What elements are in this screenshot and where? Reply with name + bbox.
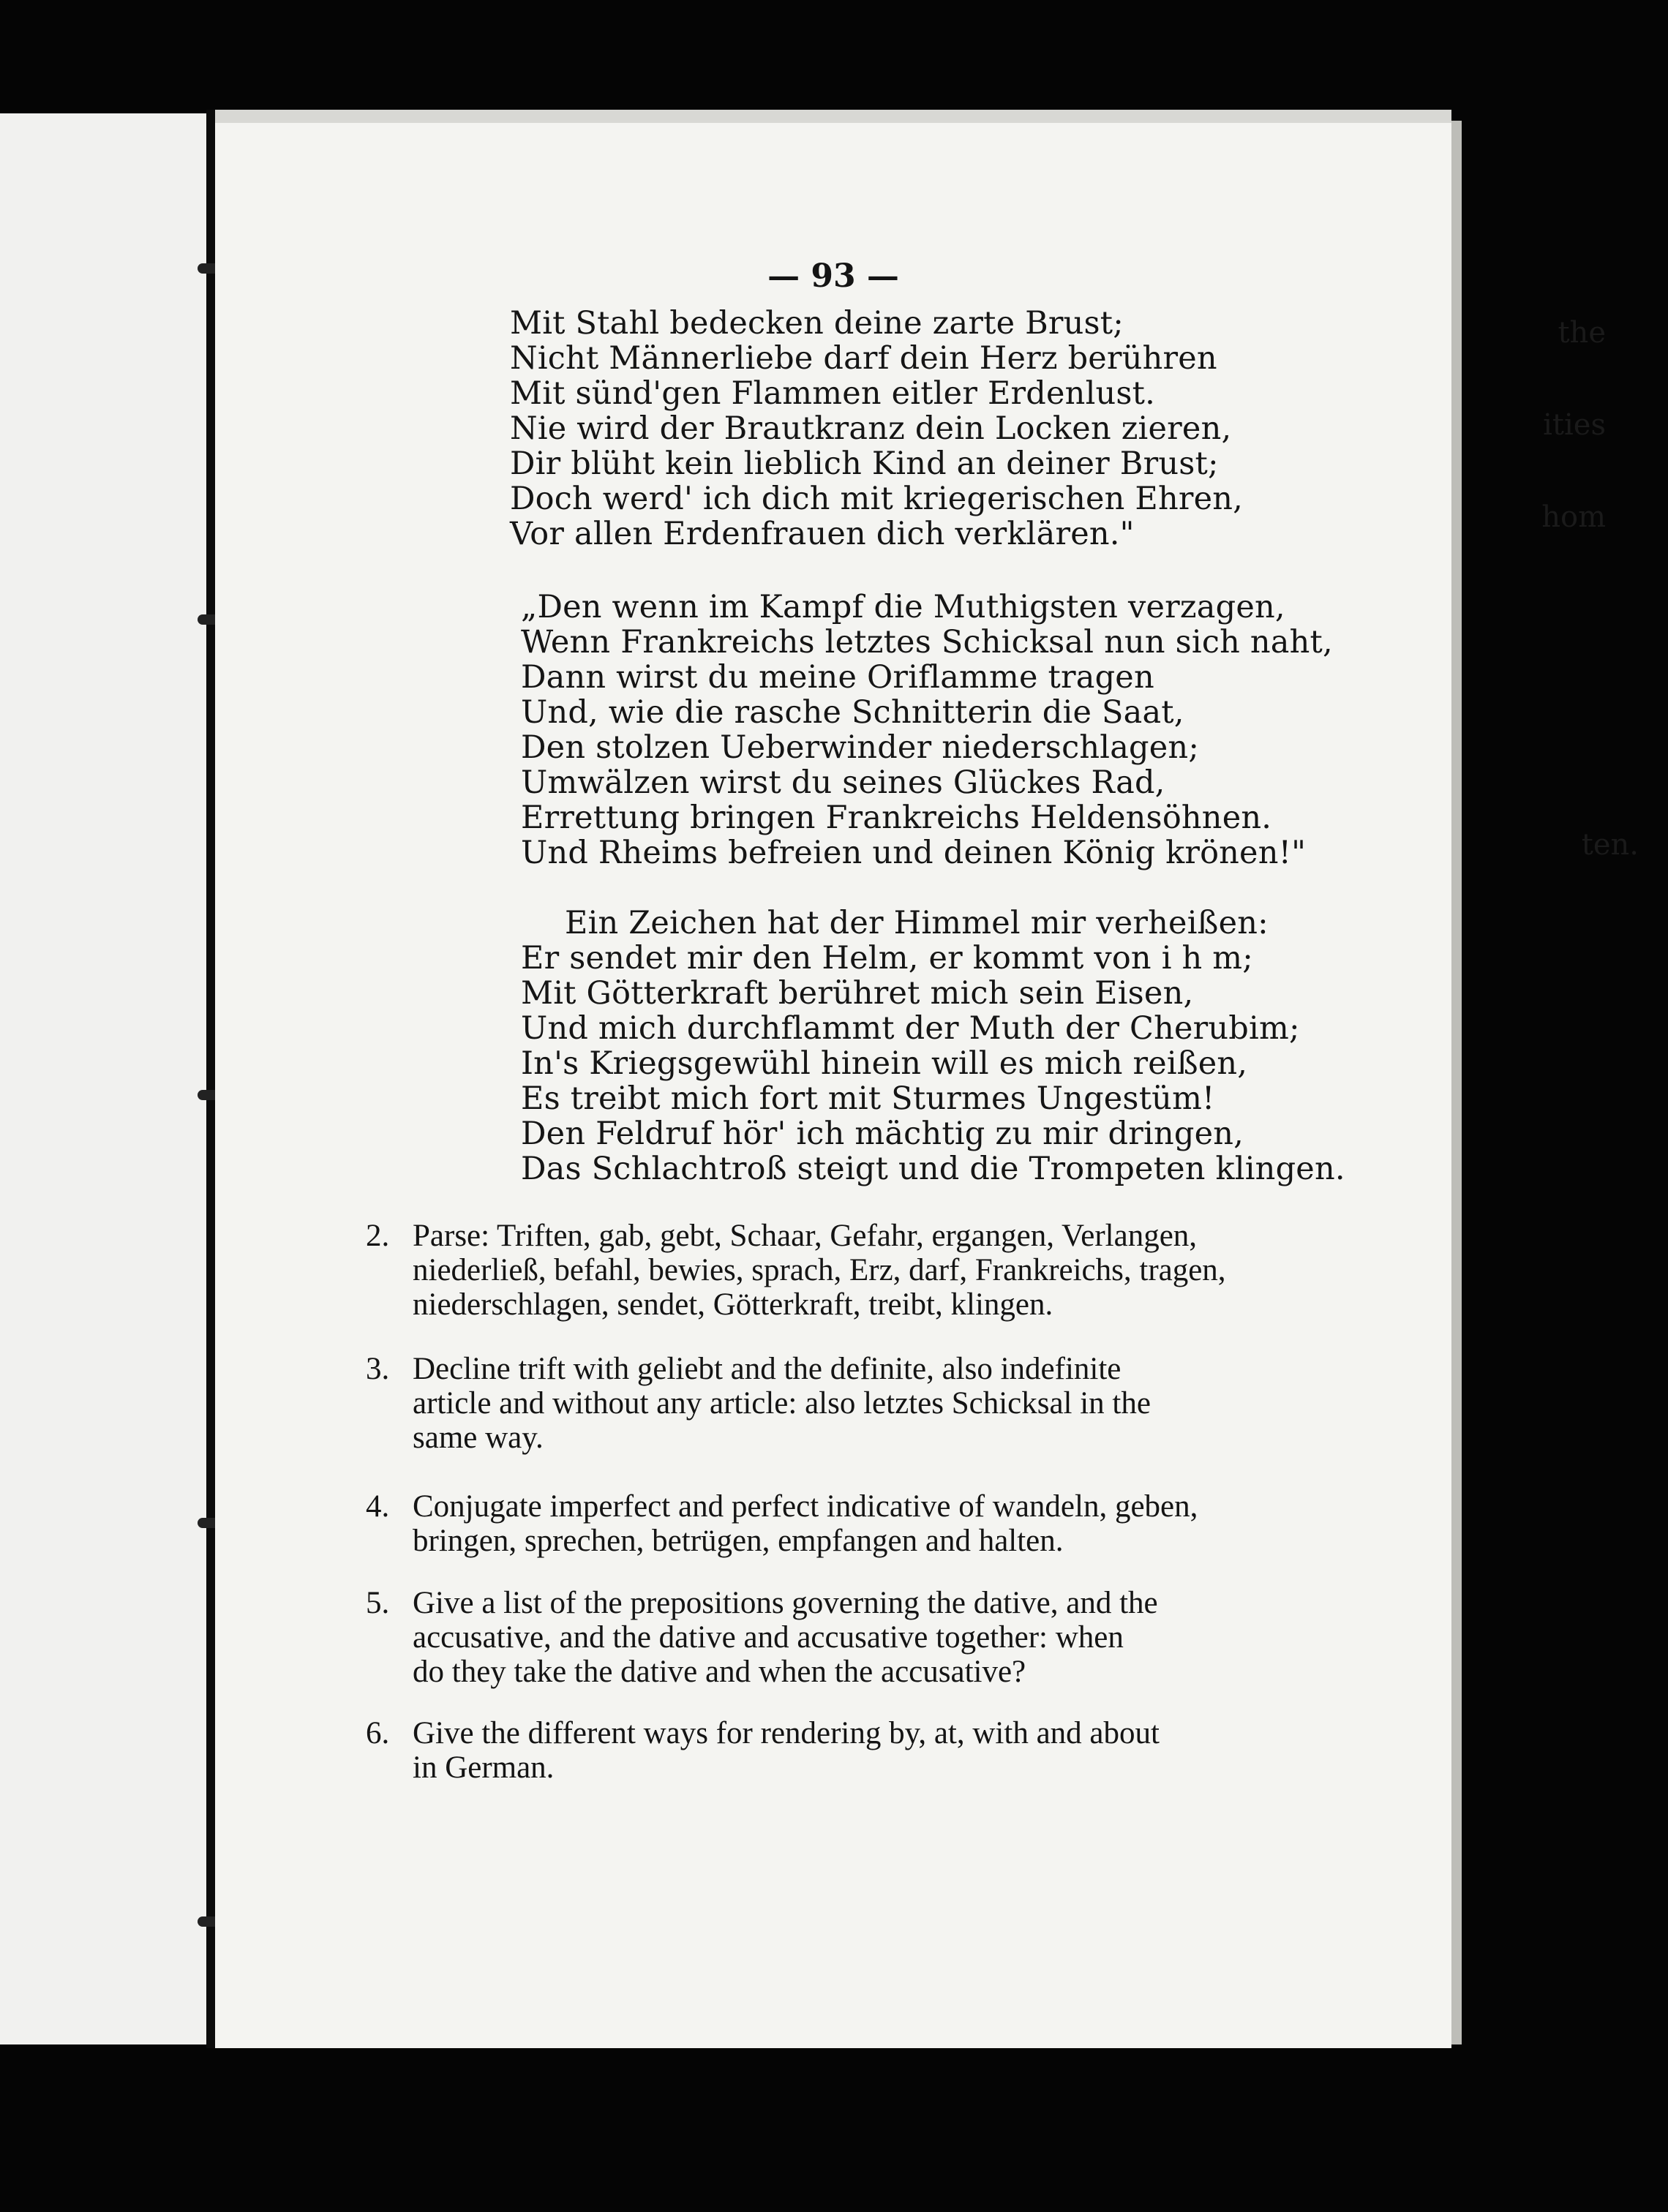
poem-line: In's Kriegsgewühl hinein will es mich reißen,	[521, 1045, 1248, 1082]
poem-line: Den stolzen Ueberwinder niederschlagen;	[521, 729, 1200, 766]
poem-line: Nicht Männerliebe darf dein Herz berühren	[510, 340, 1217, 377]
left-facing-page	[0, 113, 206, 2044]
poem-stanza-3	[521, 906, 1345, 1186]
poem-line: Und mich durchflammt der Muth der Cherubim;	[521, 1010, 1300, 1047]
left-fragment-2: ities	[1543, 408, 1606, 442]
poem-line: Das Schlachtroß steigt und die Trompeten klingen.	[521, 1151, 1345, 1187]
question-4	[366, 1489, 1310, 1558]
question-number: 5.	[366, 1586, 390, 1620]
question-line: same way.	[413, 1421, 544, 1455]
question-line: Give the different ways for rendering by, at, with and about	[413, 1716, 1160, 1750]
question-3	[366, 1352, 1310, 1455]
question-6	[366, 1716, 1310, 1785]
poem-stanza-1	[510, 306, 1243, 552]
question-text	[413, 1586, 1310, 1689]
left-fragment-4: ten.	[1581, 828, 1639, 862]
question-text	[413, 1716, 1310, 1785]
poem-line: Und, wie die rasche Schnitterin die Saat,	[521, 694, 1184, 731]
book-gutter	[206, 110, 215, 2048]
poem-line: Mit Stahl bedecken deine zarte Brust;	[510, 305, 1124, 342]
question-text	[413, 1489, 1310, 1558]
question-number: 2.	[366, 1219, 390, 1253]
question-2	[366, 1219, 1310, 1322]
question-line: Give a list of the prepositions governing the dative, and the	[413, 1586, 1158, 1620]
question-line: do they take the dative and when the accusative?	[413, 1655, 1026, 1689]
page-top-shadow	[215, 110, 1451, 123]
poem-stanza-2	[521, 590, 1333, 870]
question-line: bringen, sprechen, betrügen, empfangen and halten.	[413, 1524, 1064, 1558]
question-line: niederschlagen, sendet, Götterkraft, treibt, klingen.	[413, 1287, 1053, 1322]
question-number: 4.	[366, 1489, 390, 1524]
left-fragment-1: the	[1558, 316, 1606, 350]
poem-line: Den Feldruf hör' ich mächtig zu mir dringen,	[521, 1116, 1244, 1152]
poem-line: Mit sünd'gen Flammen eitler Erdenlust.	[510, 375, 1156, 412]
question-line: in German.	[413, 1750, 555, 1785]
question-number: 3.	[366, 1352, 390, 1386]
poem-line: Errettung bringen Frankreichs Heldensöhnen.	[521, 800, 1272, 836]
question-line: niederließ, befahl, bewies, sprach, Erz, darf, Frankreichs, tragen,	[413, 1253, 1226, 1287]
poem-line: Es treibt mich fort mit Sturmes Ungestüm!	[521, 1080, 1215, 1117]
poem-line: Ein Zeichen hat der Himmel mir verheißen:	[565, 905, 1269, 941]
question-line: Decline trift with geliebt and the definite, also indefinite	[413, 1352, 1122, 1386]
question-text	[413, 1352, 1310, 1455]
poem-line: Umwälzen wirst du seines Glückes Rad,	[521, 764, 1165, 801]
poem-line: Er sendet mir den Helm, er kommt von i h m;	[521, 940, 1253, 977]
question-line: Parse: Triften, gab, gebt, Schaar, Gefahr, ergangen, Verlangen,	[413, 1219, 1198, 1253]
question-number: 6.	[366, 1716, 390, 1750]
question-text	[413, 1219, 1310, 1322]
page-edge	[1451, 121, 1462, 2044]
question-line: article and without any article: also letztes Schicksal in the	[413, 1386, 1151, 1421]
page-number: — 93 —	[767, 257, 899, 295]
poem-line: Mit Götterkraft berühret mich sein Eisen,	[521, 975, 1194, 1012]
poem-line: Dann wirst du meine Oriflamme tragen	[521, 659, 1154, 696]
poem-line: Wenn Frankreichs letztes Schicksal nun sich naht,	[521, 624, 1333, 661]
question-line: accusative, and the dative and accusative together: when	[413, 1620, 1124, 1655]
poem-line: Und Rheims befreien und deinen König krönen!"	[521, 835, 1307, 871]
poem-line: „Den wenn im Kampf die Muthigsten verzagen,	[521, 589, 1285, 625]
left-fragment-3: hom	[1541, 500, 1606, 534]
poem-line: Dir blüht kein lieblich Kind an deiner Brust;	[510, 445, 1219, 482]
question-5	[366, 1586, 1310, 1689]
poem-line: Doch werd' ich dich mit kriegerischen Ehren,	[510, 481, 1244, 517]
poem-line: Nie wird der Brautkranz dein Locken zieren,	[510, 410, 1232, 447]
poem-line: Vor allen Erdenfrauen dich verklären."	[510, 516, 1135, 552]
question-line: Conjugate imperfect and perfect indicative of wandeln, geben,	[413, 1489, 1198, 1524]
